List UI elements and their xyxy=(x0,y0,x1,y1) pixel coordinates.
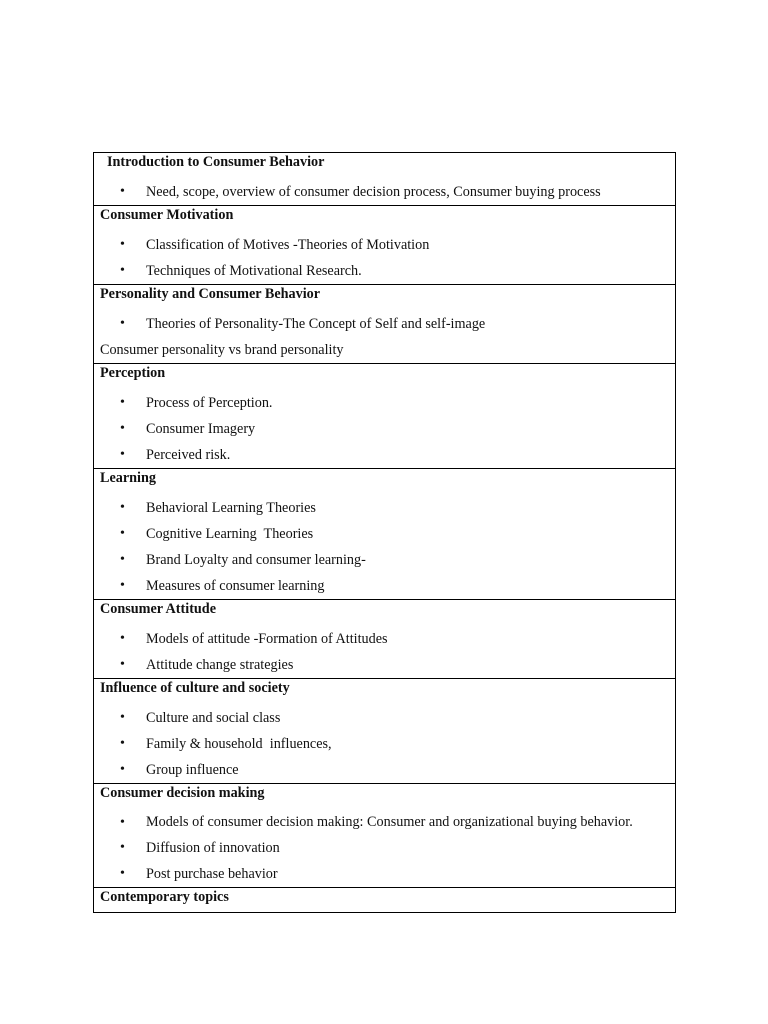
bullet-icon: • xyxy=(120,447,125,462)
bullet-text: Models of consumer decision making: Consumer and organizational buying behavior. xyxy=(146,814,633,830)
bullet-icon: • xyxy=(120,316,125,331)
section-title: Personality and Consumer Behavior xyxy=(100,286,321,302)
bullet-item xyxy=(120,861,669,887)
bullet-item xyxy=(120,495,669,521)
section-title: Consumer decision making xyxy=(100,785,265,801)
bullet-text: Consumer Imagery xyxy=(146,421,256,437)
bullet-icon: • xyxy=(120,395,125,410)
bullet-icon: • xyxy=(120,421,125,436)
bullet-icon: • xyxy=(120,657,125,672)
bullet-list xyxy=(100,705,669,783)
bullet-item xyxy=(120,258,669,284)
bullet-icon: • xyxy=(120,631,125,646)
bullet-item xyxy=(120,705,669,731)
bullet-text: Perceived risk. xyxy=(146,447,231,463)
bullet-list xyxy=(100,232,669,284)
bullet-list xyxy=(100,311,669,337)
bullet-list xyxy=(100,810,669,887)
section-row xyxy=(94,784,676,888)
bullet-text: Culture and social class xyxy=(146,710,281,726)
section-cell xyxy=(94,206,676,285)
section-cell xyxy=(94,784,676,888)
section-row xyxy=(94,469,676,600)
bullet-icon: • xyxy=(120,762,125,777)
bullet-item xyxy=(120,573,669,599)
section-cell xyxy=(94,888,676,913)
section-note: Consumer personality vs brand personality xyxy=(100,342,344,358)
bullet-icon: • xyxy=(120,237,125,252)
bullet-text: Models of attitude -Formation of Attitudes xyxy=(146,631,388,647)
section-cell xyxy=(94,364,676,469)
bullet-icon: • xyxy=(120,710,125,725)
bullet-item xyxy=(120,757,669,783)
bullet-text: Measures of consumer learning xyxy=(146,578,325,594)
bullet-list xyxy=(100,179,669,205)
bullet-item xyxy=(120,547,669,573)
bullet-text: Family & household influences, xyxy=(146,736,332,752)
section-title: Perception xyxy=(100,365,166,381)
section-cell xyxy=(94,469,676,600)
bullet-icon: • xyxy=(120,815,125,830)
bullet-text: Attitude change strategies xyxy=(146,657,294,673)
bullet-list xyxy=(100,626,669,678)
bullet-text: Cognitive Learning Theories xyxy=(146,526,314,542)
bullet-list xyxy=(100,390,669,468)
section-cell xyxy=(94,153,676,206)
section-row xyxy=(94,153,676,206)
bullet-text: Brand Loyalty and consumer learning- xyxy=(146,552,366,568)
bullet-icon: • xyxy=(120,578,125,593)
section-cell xyxy=(94,600,676,679)
bullet-item xyxy=(120,390,669,416)
bullet-item xyxy=(120,810,669,835)
section-title: Influence of culture and society xyxy=(100,680,290,696)
bullet-text: Diffusion of innovation xyxy=(146,840,280,856)
section-row xyxy=(94,285,676,364)
section-row xyxy=(94,679,676,784)
bullet-icon: • xyxy=(120,263,125,278)
bullet-icon: • xyxy=(120,866,125,881)
section-title: Learning xyxy=(100,470,156,486)
bullet-text: Behavioral Learning Theories xyxy=(146,500,316,516)
bullet-icon: • xyxy=(120,184,125,199)
bullet-item xyxy=(120,232,669,258)
bullet-text: Classification of Motives -Theories of Motivation xyxy=(146,237,430,253)
section-title: Contemporary topics xyxy=(100,889,229,905)
bullet-text: Theories of Personality-The Concept of Self and self-image xyxy=(146,316,486,332)
section-title: Consumer Attitude xyxy=(100,601,216,617)
section-cell xyxy=(94,285,676,364)
bullet-item xyxy=(120,652,669,678)
section-title: Consumer Motivation xyxy=(100,207,234,223)
bullet-item xyxy=(120,835,669,861)
bullet-icon: • xyxy=(120,736,125,751)
section-cell xyxy=(94,679,676,784)
bullet-text: Need, scope, overview of consumer decision process, Consumer buying process xyxy=(146,184,601,200)
bullet-item xyxy=(120,179,669,205)
bullet-text: Process of Perception. xyxy=(146,395,273,411)
section-title: Introduction to Consumer Behavior xyxy=(107,154,325,170)
bullet-item xyxy=(120,311,669,337)
bullet-text: Group influence xyxy=(146,762,239,778)
bullet-text: Techniques of Motivational Research. xyxy=(146,263,362,279)
bullet-list xyxy=(100,495,669,599)
bullet-icon: • xyxy=(120,552,125,567)
bullet-icon: • xyxy=(120,500,125,515)
bullet-item xyxy=(120,626,669,652)
bullet-icon: • xyxy=(120,840,125,855)
syllabus-table xyxy=(93,152,676,913)
bullet-item xyxy=(120,442,669,468)
bullet-text: Post purchase behavior xyxy=(146,866,278,882)
bullet-item xyxy=(120,416,669,442)
section-row xyxy=(94,364,676,469)
bullet-item xyxy=(120,731,669,757)
section-row xyxy=(94,206,676,285)
section-row xyxy=(94,888,676,913)
section-row xyxy=(94,600,676,679)
bullet-item xyxy=(120,521,669,547)
bullet-icon: • xyxy=(120,526,125,541)
